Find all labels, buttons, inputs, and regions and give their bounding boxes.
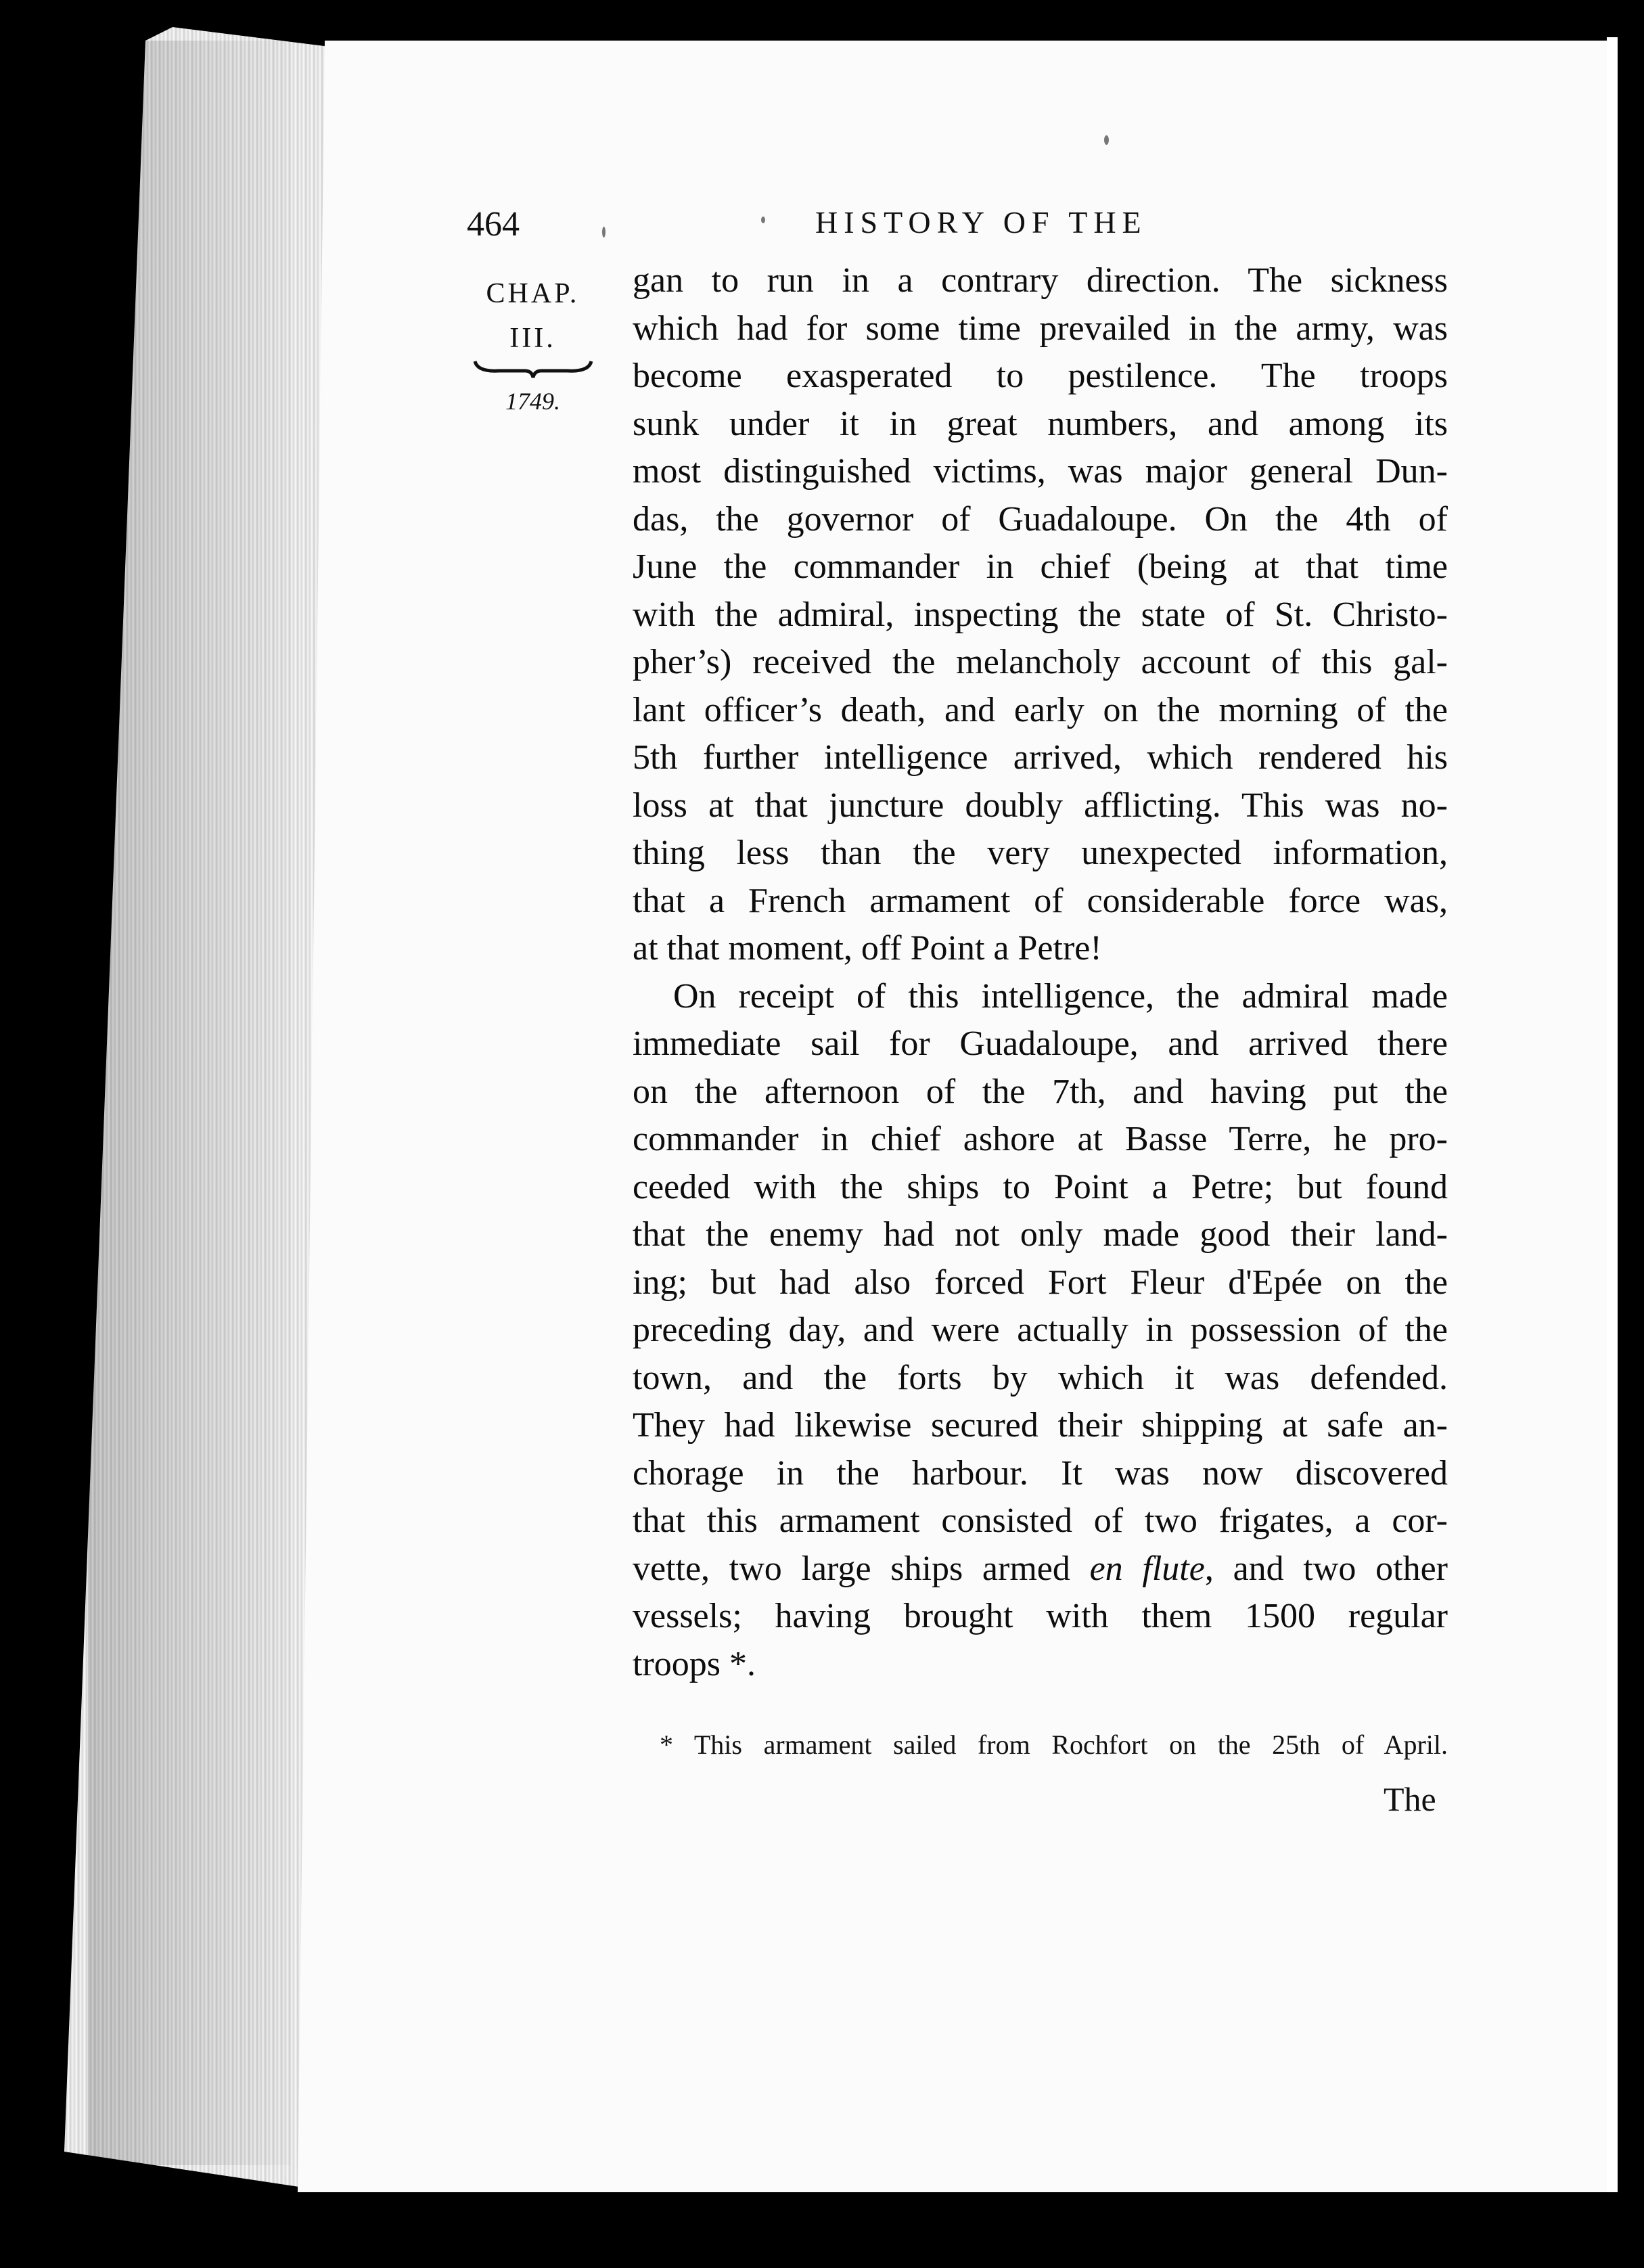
text-line: thing less than the very unexpected information, (633, 834, 1448, 872)
catchword: The (1384, 1780, 1436, 1818)
ink-speck (1104, 135, 1109, 145)
text-line: that this armament consisted of two frigates, a cor- (633, 1501, 1448, 1540)
text-line: lant officer’s death, and early on the morning of the (633, 690, 1448, 729)
facing-page-edge (1607, 37, 1618, 2192)
text-segment: vette, two large ships armed (633, 1549, 1070, 1588)
text-line: immediate sail for Guadaloupe, and arrived there (633, 1024, 1448, 1063)
chapter-label: CHAP. (486, 278, 580, 309)
text-line: gan to run in a contrary direction. The sickness (633, 261, 1448, 300)
text-line: that the enemy had not only made good their land- (633, 1215, 1448, 1254)
text-line: that a French armament of considerable force was, (633, 881, 1448, 920)
text-line: commander in chief ashore at Basse Terre, he pro- (633, 1120, 1448, 1158)
chapter-number: III. (509, 323, 556, 354)
text-line: das, the governor of Guadaloupe. On the 4th of (633, 499, 1448, 539)
text-line: with the admiral, inspecting the state of St. Christo- (633, 595, 1448, 634)
text-line: troops *. (633, 1644, 756, 1683)
text-line: most distinguished victims, was major general Dun- (633, 452, 1448, 491)
text-line: pher’s) received the melancholy account of this gal- (633, 643, 1448, 681)
text-line: On receipt of this intelligence, the admiral made (673, 976, 1448, 1016)
text-line: at that moment, off Point a Petre! (633, 929, 1102, 968)
text-line: June the commander in chief (being at that time (633, 547, 1448, 586)
body-text (633, 257, 1448, 1688)
footnote: * This armament sailed from Rochfort on the 25th of April. (660, 1729, 1448, 1760)
ink-speck (761, 217, 765, 223)
page-edge-shadow (88, 41, 291, 2165)
page-number: 464 (467, 205, 520, 244)
year-note: 1749. (505, 388, 560, 415)
text-line: sunk under it in great numbers, and among its (633, 404, 1448, 443)
text-line: town, and the forts by which it was defended. (633, 1358, 1448, 1397)
margin-note (470, 277, 595, 415)
text-line-with-italic (633, 1545, 1448, 1593)
text-line: ing; but had also forced Fort Fleur d'Epée on the (633, 1263, 1448, 1302)
text-line: which had for some time prevailed in the army, was (633, 309, 1448, 348)
text-line: chorage in the harbour. It was now discovered (633, 1453, 1448, 1493)
text-line: preceding day, and were actually in possession of the (633, 1311, 1448, 1349)
text-line: 5th further intelligence arrived, which rendered his (633, 738, 1448, 777)
text-line: vessels; having brought with them 1500 regular (633, 1597, 1448, 1635)
brace-ornament (472, 357, 594, 380)
text-line: on the afternoon of the 7th, and having put the (633, 1072, 1448, 1111)
italic-phrase: en flute (1089, 1549, 1205, 1588)
ink-speck (602, 227, 606, 237)
text-line: ceeded with the ships to Point a Petre; but found (633, 1167, 1448, 1206)
text-line: They had likewise secured their shipping at safe an- (633, 1406, 1448, 1445)
running-title: HISTORY OF THE (815, 205, 1147, 240)
text-line: loss at that juncture doubly afflicting. This was no- (633, 786, 1448, 825)
text-line: become exasperated to pestilence. The troops (633, 357, 1448, 395)
text-segment: , and two other (1204, 1549, 1448, 1588)
